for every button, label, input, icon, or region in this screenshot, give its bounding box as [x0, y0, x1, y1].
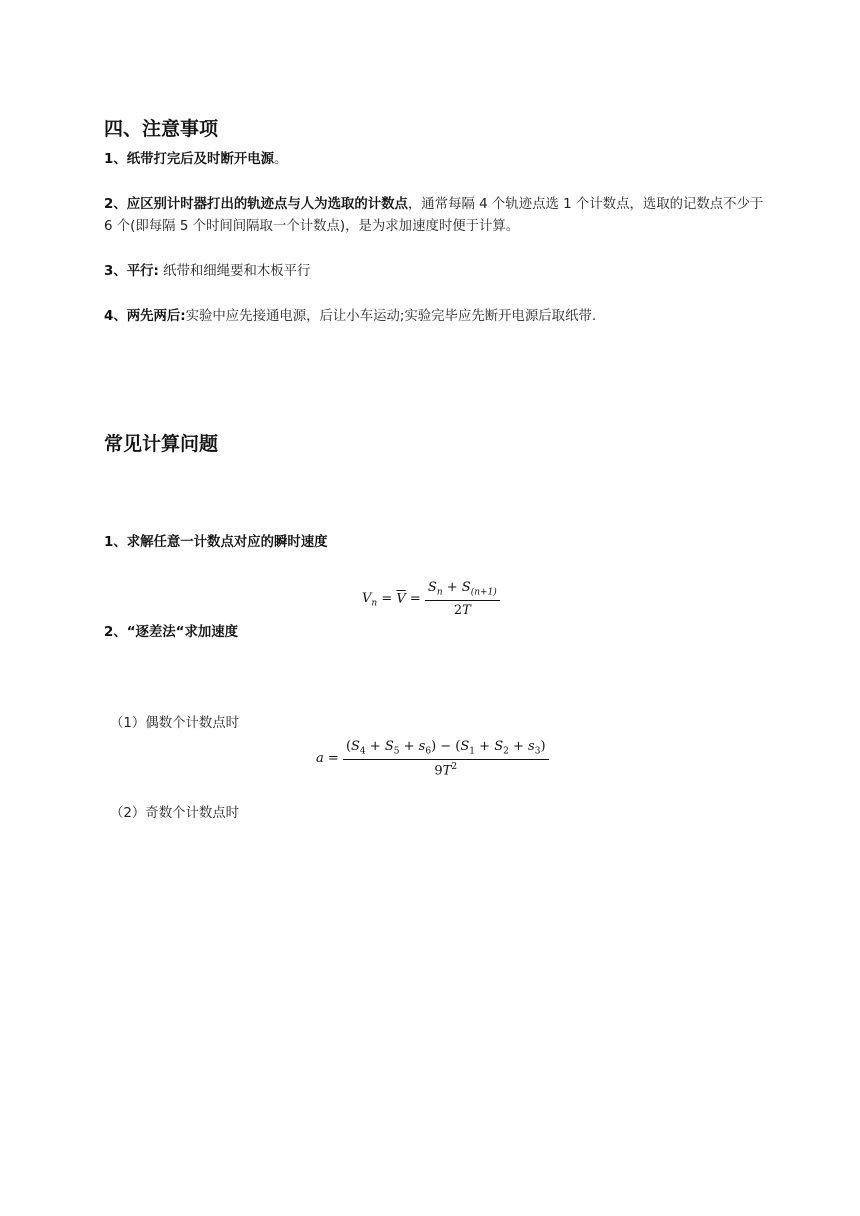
section-heading-notes: 四、注意事项: [104, 118, 219, 140]
instant-velocity-formula: $V_n = \overline{V}$ = $\frac{S_n + S_{(n+1)}}{2T}$: [362, 580, 500, 618]
note-item-3: [104, 261, 764, 283]
note-item-2: [104, 194, 764, 238]
note-item-2-text: ，通常每隔 4 个轨迹点选 1 个计数点，选取的记数点不少于 6 个(即每隔 5 个时间间隔取一个计数点)，是为求加速度时便于计算。: [104, 197, 764, 234]
note-item-4-bold: 4、两先两后:: [104, 309, 186, 324]
note-item-4-text: 实验中应先接通电源，后让小车运动;实验完毕应先断开电源后取纸带.: [185, 309, 597, 324]
note-item-2-bold: 2、应区别计时器打出的轨迹点与人为选取的计数点: [104, 197, 408, 212]
note-item-1-bold: 1、纸带打完后及时断开电源: [104, 152, 275, 167]
question-2: 2、“逐差法“求加速度: [104, 625, 239, 640]
note-item-3-bold: 3、平行:: [104, 264, 159, 279]
case-even-points: （1）偶数个计数点时: [110, 716, 240, 731]
case-odd-points: （2）奇数个计数点时: [110, 806, 240, 821]
acceleration-formula: a = $\frac{(S_4 + S_5 + s_6) - (S_1 + S_2 + s_3)}{9T^2}$: [316, 739, 549, 778]
section-heading-calculations: 常见计算问题: [104, 433, 219, 455]
note-item-1: [104, 149, 764, 171]
question-1: 1、求解任意一计数点对应的瞬时速度: [104, 535, 328, 550]
note-item-4: [104, 306, 764, 328]
note-item-3-text: 纸带和细绳要和木板平行: [158, 264, 311, 279]
note-item-1-text: 。: [274, 152, 288, 167]
